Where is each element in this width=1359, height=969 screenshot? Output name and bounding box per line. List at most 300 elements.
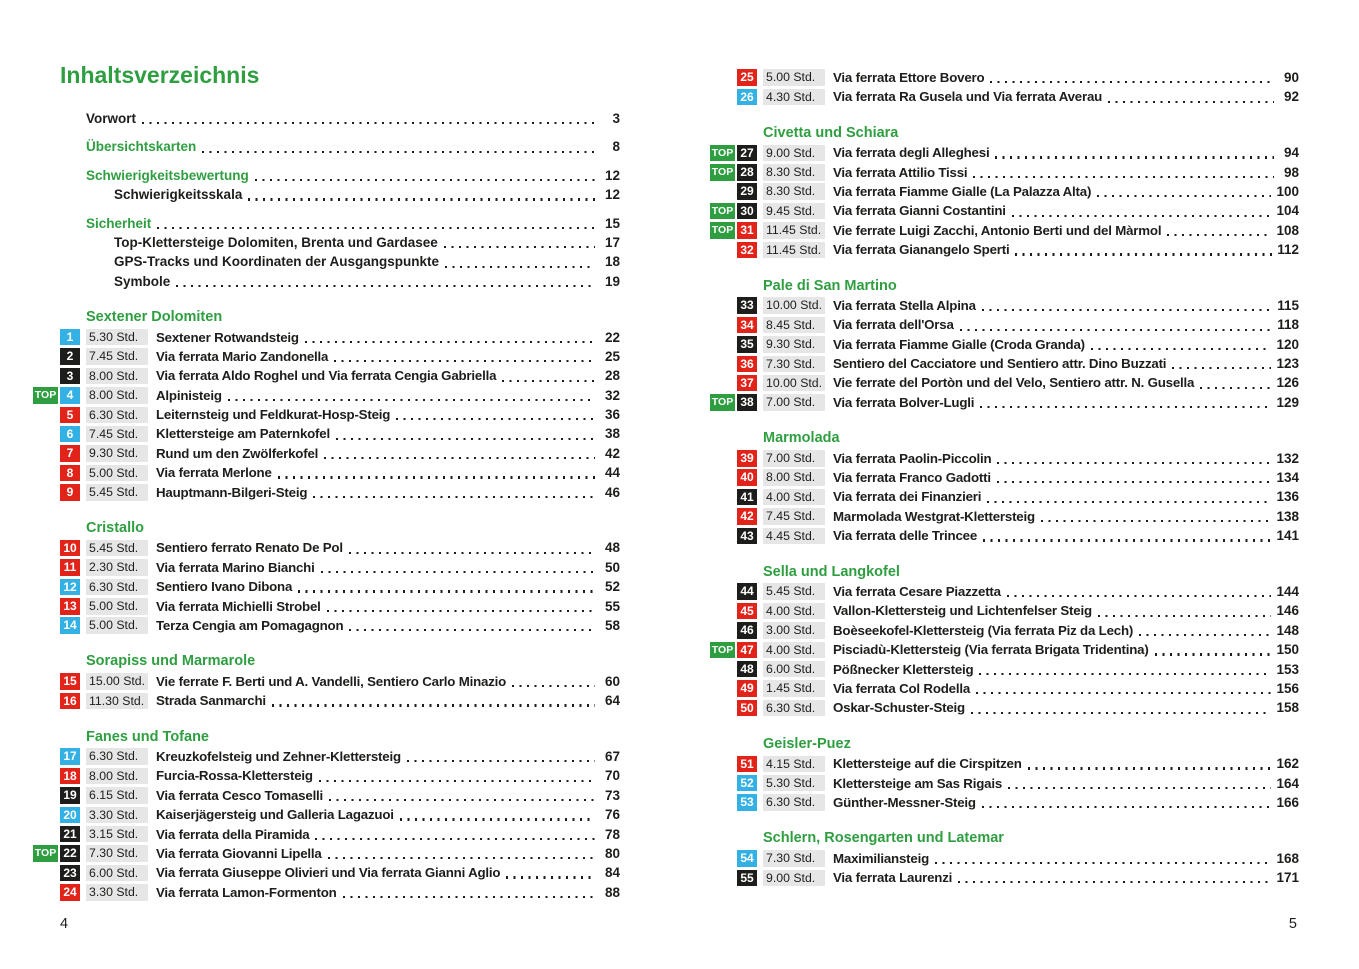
page-ref: 123: [1276, 356, 1299, 372]
page-ref: 138: [1276, 508, 1299, 524]
page-ref: 36: [604, 407, 620, 423]
top-slot-empty: [33, 865, 58, 882]
page-ref: 3: [612, 111, 620, 126]
dot-leader: [983, 539, 1271, 541]
dot-leader: [400, 818, 595, 820]
dot-leader: [935, 862, 1271, 864]
page-ref: 153: [1276, 661, 1299, 677]
route-number-badge: 25: [737, 69, 757, 86]
dot-leader: [982, 309, 1272, 311]
route-title: Alpinisteig: [156, 387, 222, 403]
top-badge: TOP: [710, 145, 735, 162]
toc-front-item: [33, 137, 620, 156]
toc-entry: [33, 597, 620, 616]
duration-label: 6.30 Std.: [763, 700, 825, 717]
toc-entry: [33, 347, 620, 366]
toc-section: [710, 277, 1299, 413]
toc-front-item: [33, 185, 620, 204]
duration-label: 8.00 Std.: [86, 368, 148, 385]
toc-entry: [33, 805, 620, 824]
top-slot-empty: [710, 700, 735, 717]
route-number-badge: 27: [737, 145, 757, 162]
page-ref: 134: [1276, 470, 1299, 486]
toc-entry: [33, 444, 620, 463]
toc-entry: [710, 240, 1299, 259]
toc-section: [710, 735, 1299, 813]
toc-front-label: Sicherheit: [86, 215, 152, 231]
route-title: Via ferrata Giuseppe Olivieri und Via ferrata Gianni Aglio: [156, 865, 501, 881]
toc-entry: [710, 221, 1299, 240]
toc-entry: [710, 373, 1299, 392]
route-number-badge: 26: [737, 89, 757, 106]
route-title: Via ferrata Gianni Costantini: [833, 203, 1006, 219]
top-slot-empty: [710, 680, 735, 697]
toc-entry: [33, 691, 620, 710]
route-title: Furcia-Rossa-Klettersteig: [156, 768, 313, 784]
top-slot-empty: [710, 603, 735, 620]
route-title: Oskar-Schuster-Steig: [833, 700, 965, 716]
duration-label: 4.45 Std.: [763, 528, 825, 545]
route-number-badge: 30: [737, 203, 757, 220]
dot-leader: [324, 457, 595, 459]
duration-label: 6.00 Std.: [86, 865, 148, 882]
dot-leader: [506, 876, 595, 878]
toc-section: [33, 308, 620, 502]
page-ref: 15: [604, 215, 620, 231]
right-page: [710, 68, 1299, 887]
section-heading: Pale di San Martino: [763, 277, 897, 294]
route-title: Via ferrata Stella Alpina: [833, 297, 976, 313]
toc-entry: [33, 766, 620, 785]
page-ref: 144: [1276, 583, 1299, 599]
toc-entry: [710, 774, 1299, 793]
toc-entry: [710, 354, 1299, 373]
page-ref: 84: [604, 865, 620, 881]
duration-label: 4.00 Std.: [763, 603, 825, 620]
top-slot-empty: [33, 884, 58, 901]
duration-label: 9.00 Std.: [763, 145, 825, 162]
top-slot-empty: [33, 598, 58, 615]
route-number-badge: 41: [737, 489, 757, 506]
top-slot-empty: [710, 242, 735, 259]
route-number-badge: 15: [60, 673, 80, 690]
toc-entry: [33, 616, 620, 635]
dot-leader: [444, 246, 595, 248]
route-title: Via ferrata Ra Gusela und Via ferrata Averau: [833, 89, 1103, 105]
route-number-badge: 55: [737, 870, 757, 887]
top-slot-empty: [710, 661, 735, 678]
front-matter-group: [33, 137, 620, 156]
toc-section: [710, 68, 1299, 107]
duration-label: 6.30 Std.: [86, 579, 148, 596]
route-title: Via ferrata Attilio Tissi: [833, 164, 968, 180]
duration-label: 7.45 Std.: [763, 508, 825, 525]
top-slot-empty: [33, 407, 58, 424]
route-title: Terza Cengia am Pomagagnon: [156, 617, 344, 633]
toc-front-item: [33, 214, 620, 233]
toc-section: [710, 829, 1299, 887]
toc-front-item: [33, 109, 620, 128]
dot-leader: [315, 838, 595, 840]
duration-label: 11.45 Std.: [763, 242, 825, 259]
top-slot-empty: [33, 484, 58, 501]
duration-label: 7.30 Std.: [86, 845, 148, 862]
route-title: Klettersteige am Sas Rigais: [833, 775, 1003, 791]
toc-entry: [33, 366, 620, 385]
section-heading: Geisler-Puez: [763, 735, 851, 752]
route-number-badge: 46: [737, 622, 757, 639]
top-badge: TOP: [33, 845, 58, 862]
duration-label: 8.45 Std.: [763, 317, 825, 334]
route-title: Kreuzkofelsteig und Zehner-Klettersteig: [156, 748, 401, 764]
route-number-badge: 49: [737, 680, 757, 697]
toc-entry: [33, 883, 620, 902]
route-number-badge: 47: [737, 642, 757, 659]
toc-entry: [710, 393, 1299, 412]
duration-label: 6.15 Std.: [86, 787, 148, 804]
toc-entry: [710, 68, 1299, 87]
toc-section: [710, 124, 1299, 260]
toc-entry: [33, 386, 620, 405]
duration-label: 6.30 Std.: [86, 748, 148, 765]
route-number-badge: 11: [60, 559, 80, 576]
page-ref: 44: [604, 465, 620, 481]
route-title: Via ferrata Paolin-Piccolin: [833, 450, 992, 466]
dot-leader: [982, 806, 1272, 808]
route-title: Rund um den Zwölferkofel: [156, 445, 319, 461]
dot-leader: [298, 590, 595, 592]
dot-leader: [327, 610, 595, 612]
page-ref: 156: [1276, 680, 1299, 696]
dot-leader: [334, 360, 595, 362]
page-ref: 168: [1276, 850, 1299, 866]
duration-label: 8.00 Std.: [763, 469, 825, 486]
page-ref: 164: [1276, 775, 1299, 791]
route-number-badge: 7: [60, 445, 80, 462]
page-ref: 90: [1283, 70, 1299, 85]
toc-front-label: Schwierigkeitsskala: [114, 187, 243, 203]
top-slot-empty: [710, 583, 735, 600]
dot-leader: [321, 571, 595, 573]
route-title: Via ferrata Michielli Strobel: [156, 598, 321, 614]
toc-entry: [33, 558, 620, 577]
toc-entry: [710, 143, 1299, 162]
duration-label: 4.30 Std.: [763, 89, 825, 106]
top-slot-empty: [710, 89, 735, 106]
route-title: Via ferrata dell'Orsa: [833, 317, 954, 333]
toc-entry: [33, 825, 620, 844]
toc-front-item: [33, 233, 620, 252]
route-number-badge: 50: [737, 700, 757, 717]
toc-section: [33, 652, 620, 710]
page-ref: 67: [604, 748, 620, 764]
page-ref: 158: [1276, 700, 1299, 716]
top-slot-empty: [33, 540, 58, 557]
top-slot-empty: [33, 673, 58, 690]
route-number-badge: 39: [737, 450, 757, 467]
route-title: Sentiero ferrato Renato De Pol: [156, 540, 343, 556]
top-slot-empty: [33, 807, 58, 824]
toc-section: [710, 429, 1299, 545]
route-number-badge: 35: [737, 336, 757, 353]
toc-entry: [710, 201, 1299, 220]
route-number-badge: 13: [60, 598, 80, 615]
route-number-badge: 12: [60, 579, 80, 596]
page-ref: 132: [1276, 450, 1299, 466]
page-ref: 25: [604, 348, 620, 364]
route-number-badge: 1: [60, 329, 80, 346]
toc-entry: [710, 449, 1299, 468]
dot-leader: [328, 857, 595, 859]
duration-label: 7.00 Std.: [763, 450, 825, 467]
top-badge: TOP: [710, 164, 735, 181]
dot-leader: [202, 151, 595, 153]
route-number-badge: 9: [60, 484, 80, 501]
dot-leader: [990, 81, 1274, 83]
page-ref: 141: [1276, 528, 1299, 544]
top-slot-empty: [33, 768, 58, 785]
dot-leader: [1007, 595, 1272, 597]
dot-leader: [248, 198, 595, 200]
route-number-badge: 48: [737, 661, 757, 678]
dot-leader: [997, 462, 1271, 464]
page-ref: 70: [604, 768, 620, 784]
toc-front-item: [33, 252, 620, 271]
route-title: Marmolada Westgrat-Klettersteig: [833, 508, 1035, 524]
toc-front-item: [33, 166, 620, 185]
section-heading: Fanes und Tofane: [86, 728, 209, 745]
dot-leader: [960, 329, 1273, 331]
route-number-badge: 16: [60, 693, 80, 710]
page-ref: 60: [604, 673, 620, 689]
route-number-badge: 31: [737, 222, 757, 239]
route-number-badge: 6: [60, 426, 80, 443]
top-slot-empty: [33, 826, 58, 843]
left-page: [33, 62, 620, 902]
top-badge: TOP: [33, 387, 58, 404]
route-number-badge: 22: [60, 845, 80, 862]
toc-front-label: Vorwort: [86, 111, 136, 126]
page-ref: 100: [1276, 183, 1299, 199]
toc-entry: [710, 849, 1299, 868]
top-slot-empty: [710, 317, 735, 334]
dot-leader: [1028, 767, 1272, 769]
toc-entry: [33, 483, 620, 502]
duration-label: 1.45 Std.: [763, 680, 825, 697]
dot-leader: [971, 712, 1272, 714]
toc-entry: [33, 863, 620, 882]
section-heading: Sella und Langkofel: [763, 563, 900, 580]
route-title: Via ferrata Aldo Roghel und Via ferrata Cengia Gabriella: [156, 368, 497, 384]
page-ref: 76: [604, 807, 620, 823]
route-number-badge: 3: [60, 368, 80, 385]
dot-leader: [336, 438, 595, 440]
toc-entry: [33, 538, 620, 557]
route-number-badge: 52: [737, 775, 757, 792]
route-title: Via ferrata Merlone: [156, 465, 272, 481]
route-title: Via ferrata Mario Zandonella: [156, 348, 329, 364]
top-badge: TOP: [710, 394, 735, 411]
page-ref: 112: [1277, 242, 1299, 258]
route-title: Via ferrata della Piramida: [156, 826, 310, 842]
toc-entry: [710, 754, 1299, 773]
top-slot-empty: [33, 426, 58, 443]
route-title: Boèseekofel-Klettersteig (Via ferrata Piz da Lech): [833, 622, 1134, 638]
toc-entry: [710, 163, 1299, 182]
top-slot-empty: [710, 450, 735, 467]
dot-leader: [142, 122, 595, 124]
page-ref: 28: [604, 368, 620, 384]
route-title: Via ferrata Marino Bianchi: [156, 559, 315, 575]
page-ref: 32: [604, 387, 620, 403]
page-ref: 118: [1277, 317, 1299, 333]
section-heading: Schlern, Rosengarten und Latemar: [763, 830, 1004, 847]
route-number-badge: 33: [737, 297, 757, 314]
duration-label: 5.00 Std.: [763, 69, 825, 86]
route-title: Pößnecker Klettersteig: [833, 661, 974, 677]
route-title: Sentiero del Cacciatore und Sentiero attr. Dino Buzzati: [833, 356, 1167, 372]
toc-entry: [710, 698, 1299, 717]
toc-front-label: Top-Klettersteige Dolomiten, Brenta und Gardasee: [114, 234, 438, 250]
dot-leader: [1167, 234, 1271, 236]
route-number-badge: 28: [737, 164, 757, 181]
route-number-badge: 24: [60, 884, 80, 901]
top-slot-empty: [710, 775, 735, 792]
page-ref: 129: [1276, 394, 1299, 410]
top-slot-empty: [33, 787, 58, 804]
duration-label: 9.30 Std.: [86, 445, 148, 462]
toc-entry: [33, 786, 620, 805]
route-title: Kaiserjägersteig und Galleria Lagazuoi: [156, 807, 394, 823]
route-title: Vallon-Klettersteig und Lichtenfelser Steig: [833, 603, 1092, 619]
page-ref: 42: [604, 445, 620, 461]
toc-entry: [33, 844, 620, 863]
route-title: Vie ferrate del Portòn und del Velo, Sentiero attr. N. Gusella: [833, 375, 1195, 391]
duration-label: 6.00 Std.: [763, 661, 825, 678]
toc-entry: [710, 182, 1299, 201]
toc-entry: [710, 87, 1299, 106]
toc-section: [33, 728, 620, 903]
route-title: Maximiliansteig: [833, 850, 930, 866]
duration-label: 15.00 Std.: [86, 673, 148, 690]
dot-leader: [313, 496, 595, 498]
duration-label: 5.00 Std.: [86, 598, 148, 615]
page-ref: 171: [1276, 870, 1299, 886]
dot-leader: [1008, 787, 1271, 789]
toc-entry: [710, 296, 1299, 315]
page-ref: 18: [604, 254, 620, 270]
route-number-badge: 2: [60, 348, 80, 365]
top-slot-empty: [710, 794, 735, 811]
page-ref: 88: [604, 884, 620, 900]
dot-leader: [278, 476, 595, 478]
route-number-badge: 5: [60, 407, 80, 424]
route-title: Via ferrata Cesco Tomaselli: [156, 787, 324, 803]
section-heading: Sextener Dolomiten: [86, 309, 223, 326]
top-slot-empty: [710, 756, 735, 773]
toc-entry: [710, 315, 1299, 334]
duration-label: 11.30 Std.: [86, 693, 148, 710]
route-title: Hauptmann-Bilgeri-Steig: [156, 484, 308, 500]
duration-label: 10.00 Std.: [763, 297, 825, 314]
dot-leader: [512, 685, 595, 687]
route-number-badge: 37: [737, 375, 757, 392]
duration-label: 4.00 Std.: [763, 489, 825, 506]
toc-entry: [710, 660, 1299, 679]
toc-entry: [710, 640, 1299, 659]
section-heading: Civetta und Schiara: [763, 124, 899, 141]
route-title: Via ferrata Col Rodella: [833, 680, 971, 696]
dot-leader: [995, 156, 1274, 158]
route-title: Leiternsteig und Feldkurat-Hosp-Steig: [156, 407, 391, 423]
duration-label: 5.00 Std.: [86, 465, 148, 482]
route-number-badge: 53: [737, 794, 757, 811]
dot-leader: [343, 896, 595, 898]
top-slot-empty: [33, 465, 58, 482]
page-ref: 115: [1277, 297, 1299, 313]
dot-leader: [502, 380, 595, 382]
top-slot-empty: [33, 579, 58, 596]
route-title: Via ferrata delle Trincee: [833, 528, 978, 544]
page-ref: 48: [604, 540, 620, 556]
dot-leader: [319, 780, 595, 782]
route-number-badge: 51: [737, 756, 757, 773]
route-number-badge: 10: [60, 540, 80, 557]
page-ref: 22: [604, 329, 620, 345]
route-title: Via ferrata Giovanni Lipella: [156, 845, 322, 861]
dot-leader: [407, 760, 595, 762]
dot-leader: [1012, 215, 1272, 217]
dot-leader: [980, 406, 1271, 408]
page-ref: 52: [604, 579, 620, 595]
toc-entry: [710, 601, 1299, 620]
route-title: Sentiero Ivano Dibona: [156, 579, 293, 595]
toc-entry: [710, 507, 1299, 526]
route-title: Klettersteige am Paternkofel: [156, 426, 330, 442]
route-number-badge: 54: [737, 850, 757, 867]
front-matter-group: [33, 214, 620, 292]
duration-label: 2.30 Std.: [86, 559, 148, 576]
route-title: Via ferrata Lamon-Formenton: [156, 884, 337, 900]
route-number-badge: 29: [737, 183, 757, 200]
page-ref: 12: [604, 167, 620, 183]
page-ref: 162: [1276, 756, 1299, 772]
page-ref: 19: [604, 273, 620, 289]
toc-entry: [33, 577, 620, 596]
route-number-badge: 18: [60, 768, 80, 785]
page-ref: 46: [604, 484, 620, 500]
duration-label: 5.45 Std.: [86, 540, 148, 557]
page-ref: 108: [1276, 222, 1299, 238]
toc-front-item: [33, 272, 620, 291]
route-title: Vie ferrate Luigi Zacchi, Antonio Berti und del Màrmol: [833, 222, 1162, 238]
duration-label: 7.30 Std.: [763, 850, 825, 867]
top-slot-empty: [33, 693, 58, 710]
dot-leader: [987, 501, 1271, 503]
page-ref: 92: [1283, 89, 1299, 105]
top-slot-empty: [710, 489, 735, 506]
route-number-badge: 14: [60, 617, 80, 634]
page-ref: 73: [604, 787, 620, 803]
page-ref: 126: [1276, 375, 1299, 391]
top-slot-empty: [710, 622, 735, 639]
dot-leader: [1015, 253, 1272, 255]
page-ref: 120: [1276, 336, 1299, 352]
duration-label: 10.00 Std.: [763, 375, 825, 392]
route-number-badge: 40: [737, 469, 757, 486]
duration-label: 8.30 Std.: [763, 164, 825, 181]
route-title: Via ferrata Ettore Bovero: [833, 70, 985, 85]
